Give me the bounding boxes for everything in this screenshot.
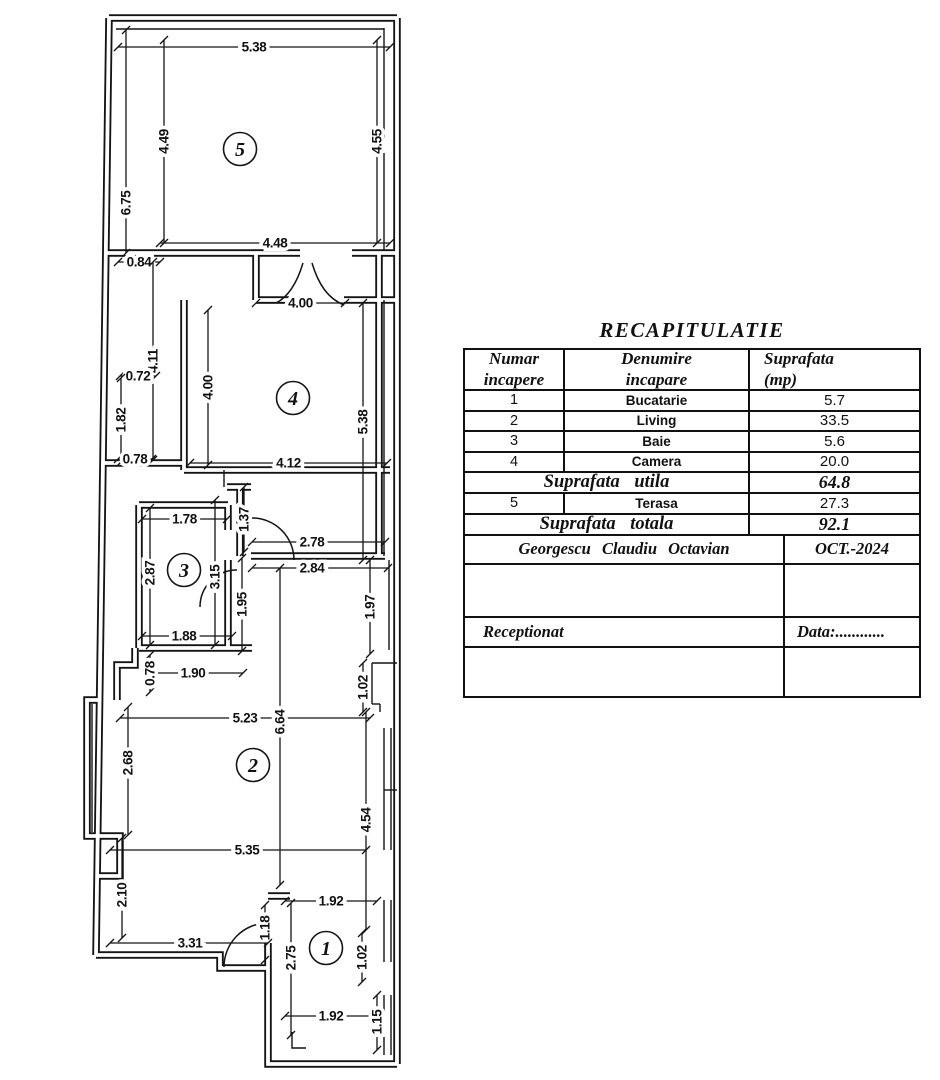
dimension-label: 1.78 [172,511,197,527]
reception-date-label: Data:............ [797,621,885,641]
dimension-label: 0.78 [122,451,148,467]
reception-row [465,616,919,646]
author-name: Georgescu Claudiu Octavian [465,536,785,563]
dimension-label: 2.87 [142,560,158,586]
room-nr: 2 [465,412,565,431]
room-number-label: 3 [179,560,189,582]
total-value: 92.1 [818,513,851,534]
subtotal-label: Suprafata utila [465,473,750,492]
room-area: 5.7 [824,391,845,409]
table-header-row [465,350,919,389]
total-row [465,513,919,534]
room-nr: 4 [465,453,565,472]
dimension-label: 1.92 [318,1008,344,1024]
dimension-label: 4.00 [200,375,216,400]
room-nr: 5 [465,494,565,513]
dimension-label: 4.55 [369,129,385,154]
empty-row [465,563,919,616]
dimension-label: 4.54 [358,807,374,833]
table-row [465,389,919,410]
dimension-label: 2.84 [299,560,325,576]
room-number-label: 2 [248,755,258,777]
empty-row [465,646,919,697]
room-number-label: 5 [235,139,245,161]
table-row [465,451,919,472]
dimension-label: 0.72 [125,368,151,384]
dimension-label: 6.75 [118,190,134,216]
dimension-label: 3.31 [177,935,203,951]
room-name: Living [565,412,750,431]
dimension-label: 1.95 [234,592,250,617]
dimension-label: 5.38 [355,409,371,435]
dimension-label: 1.90 [180,665,206,681]
dimension-label: 1.02 [355,675,371,700]
room-name: Baie [565,432,750,451]
dimension-label: 4.49 [156,129,172,154]
room-nr: 1 [465,391,565,410]
room-name: Bucatarie [565,391,750,410]
dimension-label: 1.92 [318,893,344,909]
dimension-label: 1.82 [113,407,129,433]
header-denumire: Denumire incapare [565,350,750,389]
dimension-label: 1.97 [362,594,378,620]
dimension-label: 3.15 [207,564,223,590]
dimension-label: 4.12 [276,455,301,471]
room-area: 5.6 [824,432,845,450]
dimension-label: 6.64 [272,709,288,735]
table-row [465,492,919,513]
dimension-label: 2.75 [283,945,299,971]
room-nr: 3 [465,432,565,451]
dimension-label: 5.23 [232,710,258,726]
header-numar: Numar incapere [465,350,565,389]
dimension-label: 1.18 [257,915,273,941]
room-area: 33.5 [819,412,850,430]
dimension-label: 4.11 [145,349,161,373]
room-area: 20.0 [819,453,850,471]
recapitulation-table [463,348,921,698]
room-name: Camera [565,453,750,472]
table-row [465,430,919,451]
subtotal-row [465,471,919,492]
dimension-label: 1.37 [236,507,252,532]
header-suprafata: Suprafata (mp) [764,349,834,389]
signature-row [465,534,919,563]
dimension-label: 0.84 [126,254,152,270]
room-area: 27.3 [819,494,850,512]
total-label: Suprafata totala [465,515,750,534]
dimension-label: 4.48 [262,235,288,251]
dimension-label: 1.88 [171,628,197,644]
dimension-label: 2.68 [120,750,136,776]
dimension-label: 2.78 [299,534,325,550]
dimension-label: 5.38 [241,39,267,55]
dimension-label: 2.10 [114,882,130,908]
room-name: Terasa [565,494,750,513]
dimension-label: 1.15 [369,1009,385,1035]
reception-label: Receptionat [465,618,785,646]
room-number-label: 4 [288,388,298,410]
recapitulation-title: RECAPITULATIE [599,318,785,342]
room-number-label: 1 [321,938,331,960]
dimension-label: 1.02 [354,945,370,970]
dimension-label: 0.78 [142,661,158,686]
dimension-label: 5.35 [234,842,260,858]
date-value: OCT.-2024 [814,539,890,558]
dimension-label: 4.00 [288,295,313,311]
subtotal-value: 64.8 [818,472,851,492]
table-row [465,410,919,431]
